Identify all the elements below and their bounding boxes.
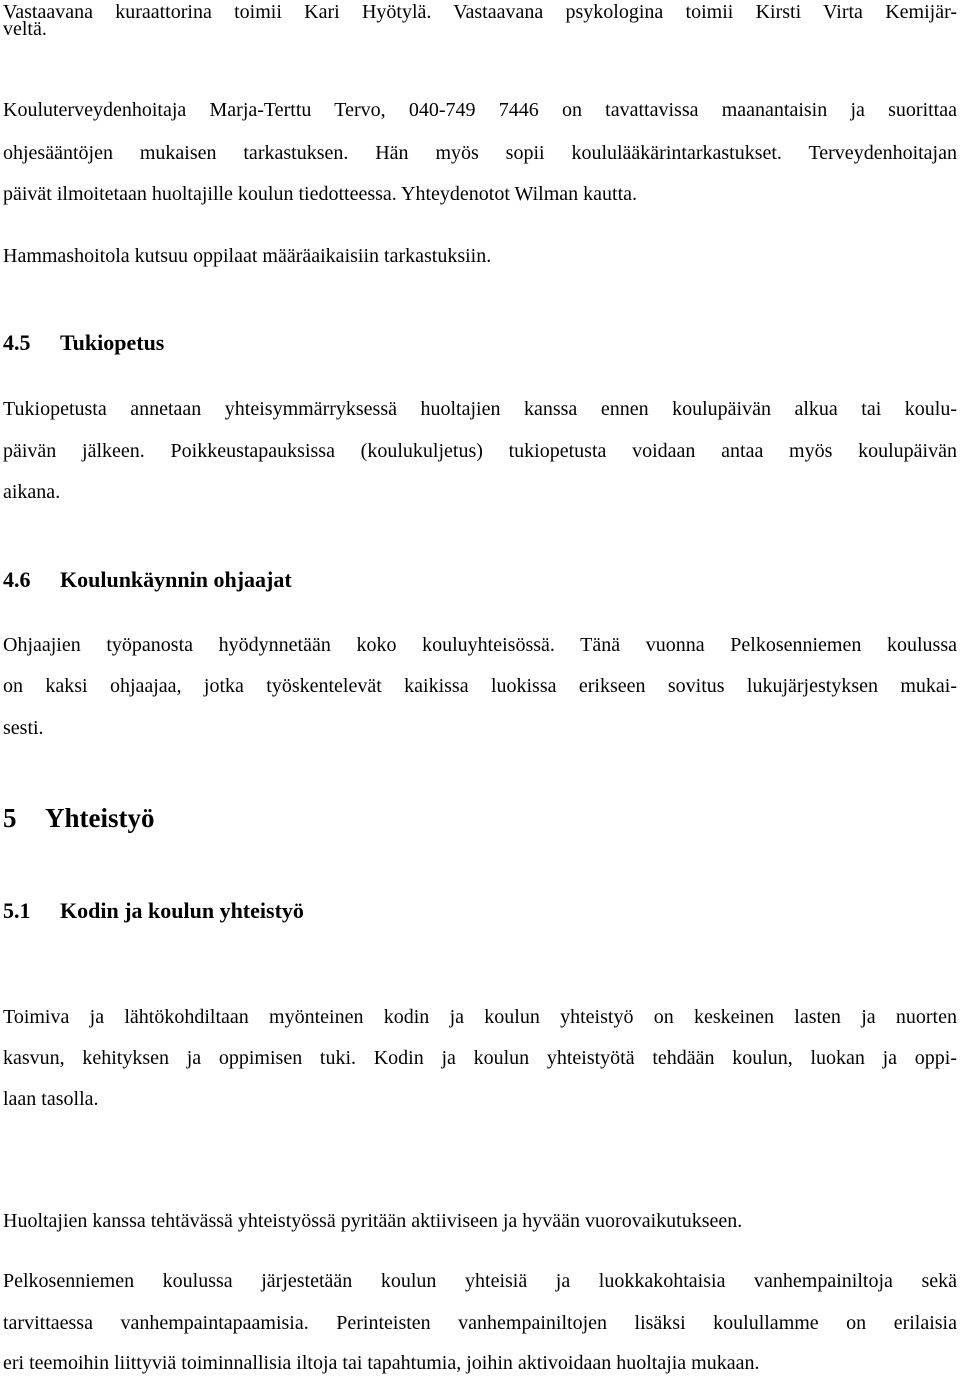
section-number: 5.1: [3, 898, 31, 923]
section-title: Tukiopetus: [60, 330, 165, 355]
paragraph-line: Hammashoitola kutsuu oppilaat määräaikaisiin tarkastuksiin.: [3, 245, 492, 267]
section-title: Kodin ja koulun yhteistyö: [60, 898, 304, 923]
paragraph-line: Kouluterveydenhoitaja Marja-Terttu Tervo, 040-749 7446 on tavattavissa maanantaisin ja suorittaa: [3, 99, 957, 121]
section-heading-4-5: [3, 330, 164, 356]
chapter-heading-5: [3, 802, 155, 834]
paragraph-line: veltä.: [3, 18, 47, 40]
paragraph-line: päivän jälkeen. Poikkeustapauksissa (koulukuljetus) tukiopetusta voidaan antaa myös koulupäivän: [3, 440, 957, 462]
paragraph-line: Vastaavana kuraattorina toimii Kari Hyötylä. Vastaavana psykologina toimii Kirsti Virta Kemijär-: [3, 1, 957, 23]
paragraph-line: tarvittaessa vanhempaintapaamisia. Perinteisten vanhempainiltojen lisäksi koulullamme on erilaisia: [3, 1312, 957, 1334]
paragraph-line: on kaksi ohjaajaa, jotka työskentelevät kaikissa luokissa erikseen sovitus lukujärjestyksen mukai-: [3, 675, 957, 697]
paragraph-line: Ohjaajien työpanosta hyödynnetään koko kouluyhteisössä. Tänä vuonna Pelkosenniemen koulussa: [3, 634, 957, 656]
paragraph-line: ohjesääntöjen mukaisen tarkastuksen. Hän myös sopii koululääkärintarkastukset. Terveydenhoitajan: [3, 142, 957, 164]
paragraph-line: aikana.: [3, 481, 61, 503]
paragraph-line: Huoltajien kanssa tehtävässä yhteistyössä pyritään aktiiviseen ja hyvään vuorovaikutukseen.: [3, 1210, 743, 1232]
paragraph-line: Pelkosenniemen koulussa järjestetään koulun yhteisiä ja luokkakohtaisia vanhempainiltoja sekä: [3, 1270, 957, 1292]
paragraph-line: Tukiopetusta annetaan yhteisymmärryksessä huoltajien kanssa ennen koulupäivän alkua tai koulu-: [3, 398, 957, 420]
paragraph-line: Toimiva ja lähtökohdiltaan myönteinen kodin ja koulun yhteistyö on keskeinen lasten ja nuorten: [3, 1006, 957, 1028]
paragraph-line: päivät ilmoitetaan huoltajille koulun tiedotteessa. Yhteydenotot Wilman kautta.: [3, 183, 638, 205]
paragraph-line: eri teemoihin liittyviä toiminnallisia iltoja tai tapahtumia, joihin aktivoidaan huoltajia mukaan.: [3, 1352, 760, 1374]
paragraph-line: laan tasolla.: [3, 1088, 99, 1110]
section-number: 4.6: [3, 567, 31, 592]
chapter-title: Yhteistyö: [45, 803, 155, 833]
chapter-number: 5: [3, 803, 17, 833]
section-number: 4.5: [3, 330, 31, 355]
paragraph-line: kasvun, kehityksen ja oppimisen tuki. Kodin ja koulun yhteistyötä tehdään koulun, luokan ja oppi-: [3, 1047, 957, 1069]
section-heading-4-6: [3, 567, 292, 593]
section-heading-5-1: [3, 898, 304, 924]
section-title: Koulunkäynnin ohjaajat: [60, 567, 292, 592]
paragraph-line: sesti.: [3, 717, 44, 739]
